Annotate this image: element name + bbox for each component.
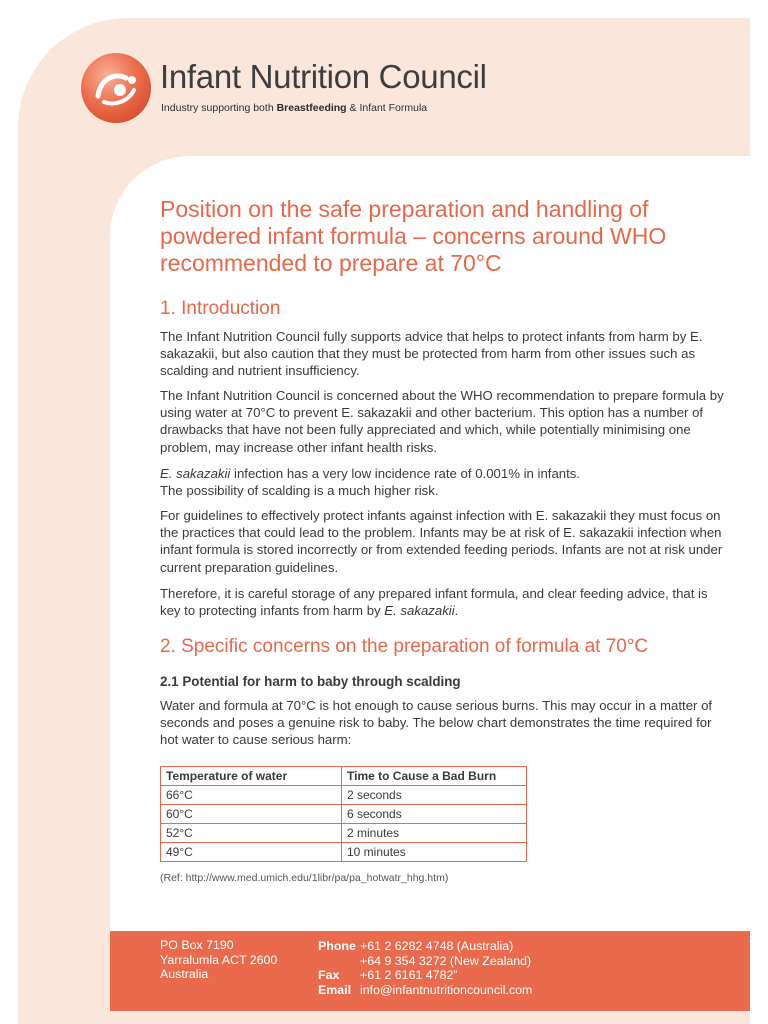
contact-details — [318, 939, 532, 997]
table-row — [161, 805, 527, 824]
council-logo-icon — [80, 52, 152, 124]
brand-name: Infant Nutrition Council — [160, 58, 487, 95]
fax-label: Fax — [318, 968, 340, 982]
tagline-prefix: Industry supporting both — [161, 102, 277, 114]
intro-paragraph-1: The Infant Nutrition Council fully supports advice that helps to protect infants from harm by E. sakazakii, but also caution that they must be protected from harm from other issues such as scalding and nutrient insufficiency. — [160, 329, 703, 379]
organism-name-2: E. sakazakii — [384, 603, 455, 619]
document-title: Position on the safe preparation and handling of powdered infant formula – concerns around WHO recommended to prepare at 70°C — [160, 196, 667, 276]
header-time: Time to Cause a Bad Burn — [342, 767, 527, 786]
time-cell: 6 seconds — [342, 805, 527, 824]
email-label: Email — [318, 982, 352, 997]
time-cell: 2 seconds — [342, 786, 527, 805]
table-row — [161, 786, 527, 805]
intro-paragraph-2: The Infant Nutrition Council is concerned about the WHO recommendation to prepare formula by using water at 70°C to prevent E. sakazakii and other bacterium. This option has a number of drawbacks that have not been fully appreciated and which, while potentially minimising one problem, may increase other infant health risks. — [160, 388, 724, 455]
address-line: Australia — [160, 967, 209, 981]
temperature-cell: 60°C — [161, 805, 342, 824]
tagline-bold: Breastfeeding — [276, 102, 347, 114]
scalding-risk-text: The possibility of scalding is a much higher risk. — [160, 483, 439, 499]
phone-new-zealand: +64 9 354 3272 (New Zealand) — [360, 953, 532, 968]
intro-paragraph-5 — [160, 585, 726, 619]
time-cell: 10 minutes — [342, 843, 527, 862]
address-line: PO Box 7190 — [160, 938, 234, 952]
phone-label: Phone — [318, 939, 356, 953]
intro-paragraph-3 — [160, 465, 726, 499]
temperature-cell: 66°C — [161, 786, 342, 805]
header-temperature: Temperature of water — [161, 767, 342, 786]
footer-bar — [110, 931, 750, 1011]
table-row — [161, 843, 527, 862]
section-2-heading: 2. Specific concerns on the preparation of formula at 70°C — [160, 636, 649, 657]
burn-time-table — [160, 766, 527, 862]
section-2-1-subheading: 2.1 Potential for harm to baby through scalding — [160, 674, 461, 689]
table-header-row — [161, 767, 527, 786]
section-1-heading: 1. Introduction — [160, 298, 281, 319]
reference-link: (Ref: http://www.med.umich.edu/1libr/pa/pa_hotwatr_hhg.htm) — [160, 872, 449, 884]
table-row — [161, 824, 527, 843]
temperature-cell: 49°C — [161, 843, 342, 862]
fax-number: +61 2 6161 4782” — [360, 968, 458, 982]
intro-paragraph-4: For guidelines to effectively protect infants against infection with E. sakazakii they must focus on the practices that could lead to the problem. Infants may be at risk of E. sakazakii infection when infant formula is stored incorrectly or from extended feeding periods. Infants are not at risk under current preparation guidelines. — [160, 508, 723, 575]
tagline-suffix: & Infant Formula — [346, 102, 428, 114]
postal-address — [160, 938, 277, 982]
period: . — [454, 603, 459, 619]
incidence-text: infection has a very low incidence rate of 0.001% in infants. — [230, 466, 581, 481]
email-address: info@infantnutritioncouncil.com — [360, 982, 533, 997]
phone-australia: +61 2 6282 4748 (Australia) — [360, 939, 514, 953]
organism-name: E. sakazakii — [160, 466, 231, 481]
address-line: Yarralumla ACT 2600 — [160, 952, 278, 967]
brand-tagline — [161, 102, 427, 114]
storage-text: Therefore, it is careful storage of any prepared infant formula, and clear feeding advice, that is key to protecting infants from harm by — [160, 586, 708, 619]
temperature-cell: 52°C — [161, 824, 342, 843]
time-cell: 2 minutes — [342, 824, 527, 843]
scalding-paragraph: Water and formula at 70°C is hot enough to cause serious burns. This may occur in a matter of seconds and poses a genuine risk to baby. The below chart demonstrates the time required for hot water to cause serious harm: — [160, 698, 713, 748]
